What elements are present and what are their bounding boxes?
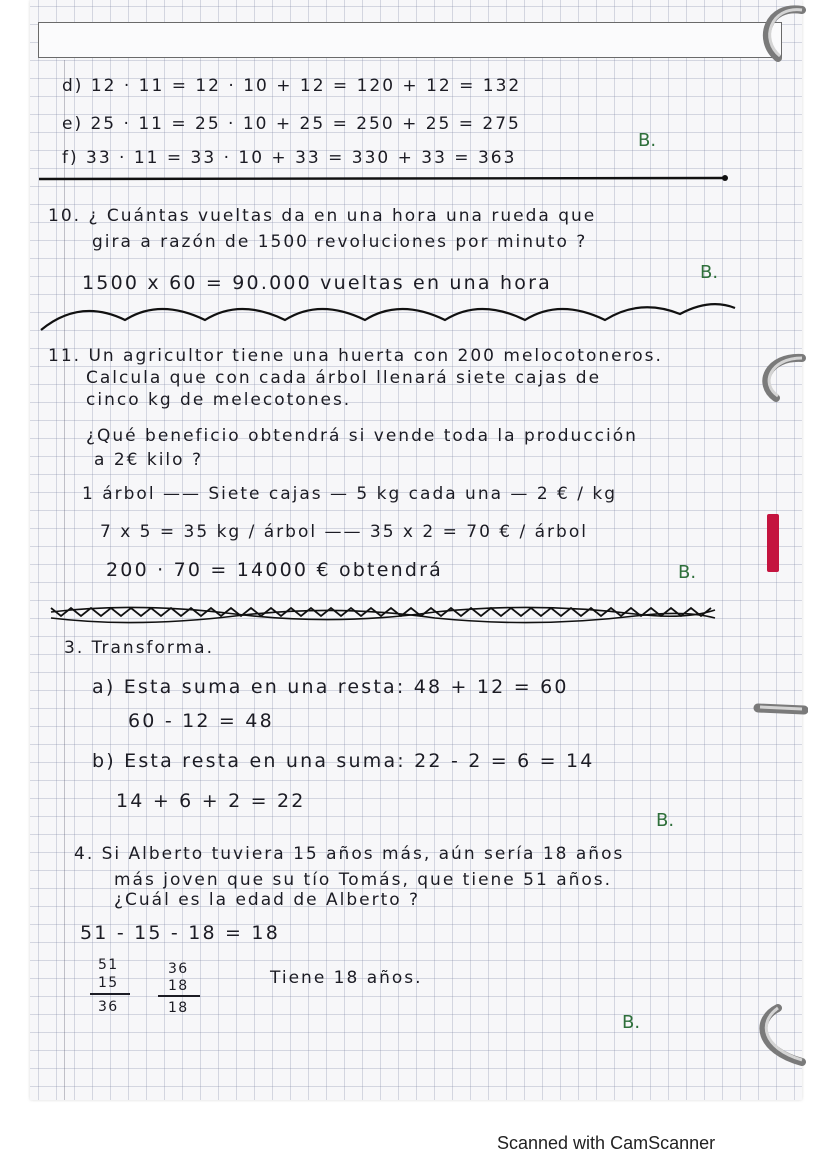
problem-11-line-2: Calcula que con cada árbol llenará siete cajas de (86, 368, 602, 388)
divider-line-1 (35, 174, 735, 184)
grade-mark-9: B. (638, 130, 657, 151)
problem-4-line-3: ¿Cuál es la edad de Alberto ? (114, 890, 421, 910)
problem-10-question-2: gira a razón de 1500 revoluciones por minuto ? (92, 232, 588, 252)
scanner-footer: Scanned with CamScanner (497, 1133, 716, 1153)
grade-mark-10: B. (700, 262, 719, 283)
subtraction-1-result: 36 (98, 999, 119, 1015)
problem-11-line-5: a 2€ kilo ? (94, 450, 203, 470)
subtraction-2-middle: 18 (168, 978, 189, 994)
problem-3-part-a: a) Esta suma en una resta: 48 + 12 = 60 (92, 676, 569, 698)
binder-ring-icon (748, 0, 808, 70)
divider-scallop (35, 296, 745, 336)
subtraction-1-bar (90, 993, 130, 995)
problem-4-equation: 51 - 15 - 18 = 18 (80, 922, 280, 944)
problem-11-line-4: ¿Qué beneficio obtendrá si vende toda la producción (86, 426, 638, 446)
subtraction-1-middle: 15 (98, 975, 119, 991)
problem-11-work-2: 7 x 5 = 35 kg / árbol —— 35 x 2 = 70 € / árbol (100, 522, 588, 542)
problem-11-line-1: 11. Un agricultor tiene una huerta con 200 melocotoneros. (48, 346, 663, 366)
problem-3-title: 3. Transforma. (64, 638, 215, 658)
subtraction-2-bar (158, 995, 200, 997)
problem-11-work-3: 200 · 70 = 14000 € obtendrá (106, 559, 443, 581)
problem-4-line-2: más joven que su tío Tomás, que tiene 51 años. (114, 870, 613, 890)
header-box (38, 22, 782, 58)
grade-mark-3: B. (656, 810, 675, 831)
binder-ring-icon (748, 1000, 808, 1070)
problem-3-part-b: b) Esta resta en una suma: 22 - 2 = 6 = 14 (92, 750, 595, 772)
grade-mark-4: B. (622, 1012, 641, 1033)
exercise-9d: d) 12 · 11 = 12 · 10 + 12 = 120 + 12 = 132 (62, 76, 522, 96)
problem-10-answer: 1500 x 60 = 90.000 vueltas en una hora (82, 272, 552, 294)
subtraction-1-top: 51 (98, 957, 119, 973)
subtraction-2-top: 36 (168, 961, 189, 977)
problem-11-line-3: cinco kg de melecotones. (86, 390, 352, 410)
subtraction-2-result: 18 (168, 1000, 189, 1016)
exercise-9e: e) 25 · 11 = 25 · 10 + 25 = 250 + 25 = 275 (62, 114, 521, 134)
exercise-9f: f) 33 · 11 = 33 · 10 + 33 = 330 + 33 = 363 (62, 148, 517, 168)
binder-ring-icon (748, 690, 808, 730)
binder-tab (767, 514, 779, 572)
problem-10-question-1: 10. ¿ Cuántas vueltas da en una hora una rueda que (48, 206, 597, 226)
problem-3-part-a-answer: 60 - 12 = 48 (128, 710, 274, 732)
problem-4-line-1: 4. Si Alberto tuviera 15 años más, aún sería 18 años (74, 844, 625, 864)
problem-3-part-b-answer: 14 + 6 + 2 = 22 (116, 790, 306, 812)
problem-11-work-1: 1 árbol —— Siete cajas — 5 kg cada una — 2 € / kg (82, 484, 618, 504)
grade-mark-11: B. (678, 562, 697, 583)
divider-zigzag (35, 600, 735, 634)
problem-4-answer: Tiene 18 años. (270, 968, 423, 988)
binder-ring-icon (748, 350, 808, 410)
